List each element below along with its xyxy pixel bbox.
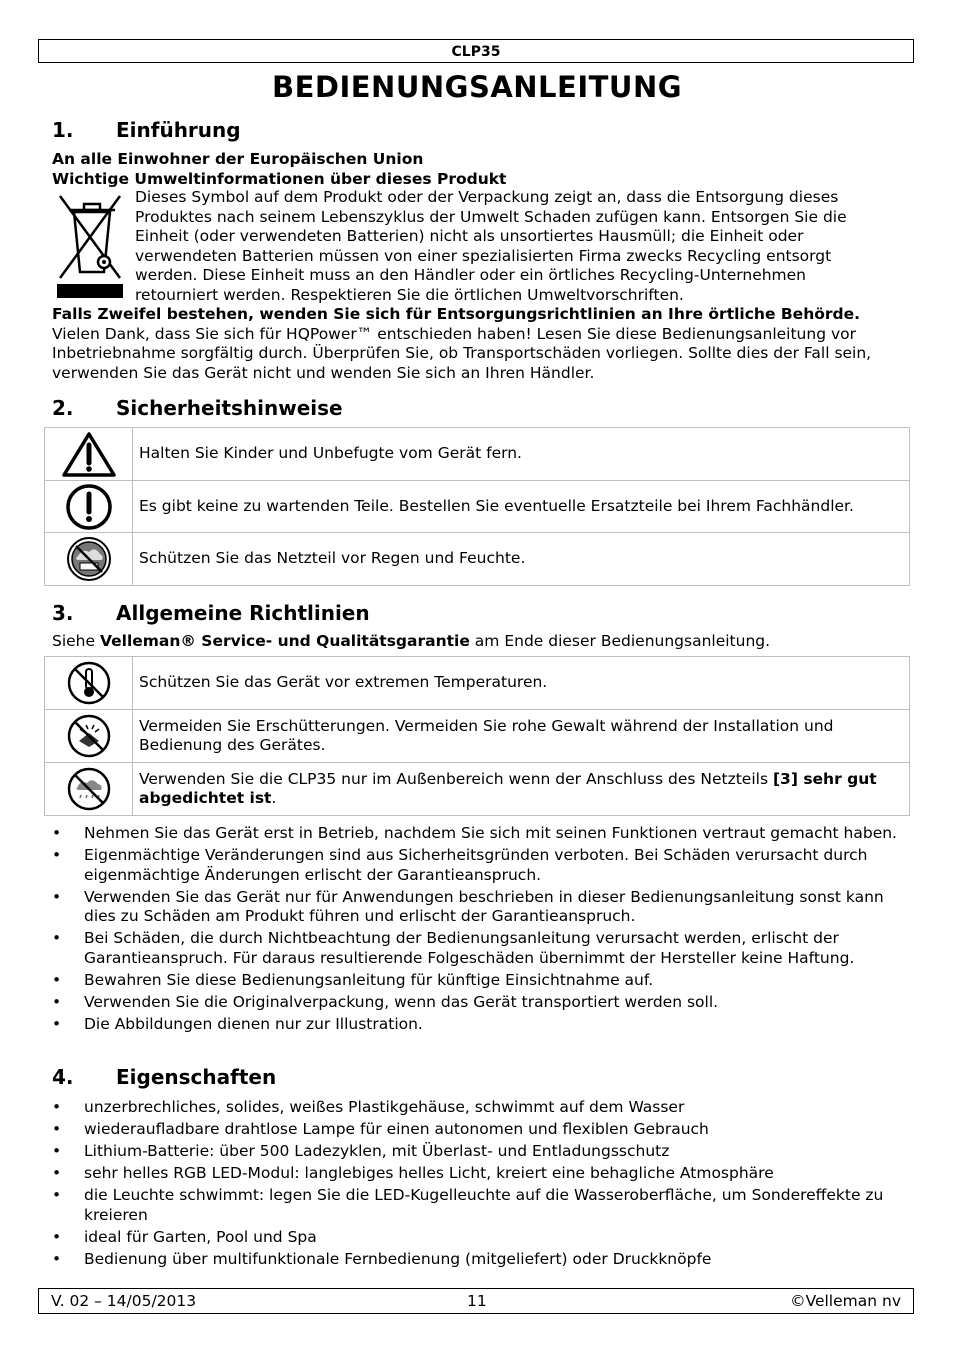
- section-title: Sicherheitshinweise: [116, 396, 343, 420]
- safety-text: Halten Sie Kinder und Unbefugte vom Gerät fern.: [133, 428, 910, 481]
- safety-text: Es gibt keine zu wartenden Teile. Bestellen Sie eventuelle Ersatzteile bei Ihrem Fachhändler.: [133, 481, 910, 533]
- weee-line: werden. Diese Einheit muss an den Händler oder ein örtliches Recycling-Unternehmen: [135, 266, 807, 284]
- footer-page-number: 11: [467, 1292, 487, 1310]
- table-row: [45, 763, 910, 816]
- icon-cell: [45, 533, 133, 586]
- no-extreme-temperature-icon: [66, 660, 112, 706]
- table-row: [45, 657, 910, 710]
- section-title: Einführung: [116, 118, 241, 142]
- section-number: 2.: [52, 396, 74, 420]
- weee-text: [135, 188, 905, 305]
- eu-line: An alle Einwohner der Europäischen Union: [52, 150, 424, 168]
- table-row: [45, 533, 910, 586]
- weee-line: retourniert werden. Respektieren Sie die örtlichen Umweltvorschriften.: [135, 285, 684, 304]
- guideline-text-part: Verwenden Sie die CLP35 nur im Außenbereich wenn der Anschluss des Netzteils: [139, 769, 773, 788]
- page-header: [38, 39, 914, 63]
- section-number: 3.: [52, 601, 74, 625]
- list-item: • Nehmen Sie das Gerät erst in Betrieb, nachdem Sie sich mit seinen Funktionen vertraut gemacht haben.: [52, 824, 902, 844]
- exclamation-circle-icon: [65, 483, 113, 531]
- guarantee-link-text: Velleman® Service- und Qualitätsgarantie: [99, 632, 470, 650]
- guideline-text: Vermeiden Sie Erschütterungen. Vermeiden Sie rohe Gewalt während der Installation und Bedienung des Gerätes.: [133, 710, 910, 763]
- safety-table: [44, 427, 910, 586]
- guideline-text-bold: [3] sehr gut abgedichtet ist: [139, 769, 877, 807]
- intro-text: am Ende dieser Bedienungsanleitung.: [469, 632, 771, 650]
- safety-text: Schützen Sie das Netzteil vor Regen und Feuchte.: [133, 533, 910, 586]
- table-row: [45, 710, 910, 763]
- list-item: • Bei Schäden, die durch Nichtbeachtung der Bedienungsanleitung verursacht werden, erlischt der Garantieanspruch. Für daraus resultierende Folgeschäden übernimmt der Hersteller keine Haftung.: [52, 929, 902, 968]
- list-item: • Bedienung über multifunktionale Fernbedienung (mitgeliefert) oder Druckknöpfe: [52, 1250, 902, 1270]
- list-item: • die Leuchte schwimmt: legen Sie die LED-Kugelleuchte auf die Wasseroberfläche, um Sondereffekte zu kreieren: [52, 1186, 902, 1225]
- icon-cell: [45, 428, 133, 481]
- icon-cell: [45, 710, 133, 763]
- list-item: • unzerbrechliches, solides, weißes Plastikgehäuse, schwimmt auf dem Wasser: [52, 1098, 902, 1118]
- no-rain-icon: [66, 536, 112, 582]
- section-number: 1.: [52, 118, 74, 142]
- guideline-text-part: .: [271, 789, 277, 807]
- list-item: • Bewahren Sie diese Bedienungsanleitung für künftige Einsichtnahme auf.: [52, 971, 902, 991]
- header-model: CLP35: [451, 44, 501, 60]
- icon-cell: [45, 763, 133, 816]
- features-list: [52, 1098, 902, 1272]
- guideline-text: [133, 763, 910, 816]
- section-title: Eigenschaften: [116, 1065, 277, 1089]
- doubt-notice: Falls Zweifel bestehen, wenden Sie sich für Entsorgungsrichtlinien an Ihre örtliche Behörde.: [52, 305, 861, 323]
- table-row: [45, 428, 910, 481]
- weee-line: Produktes nach seinem Lebenszyklus der Umwelt Schaden zufügen kann. Entsorgen Sie die: [135, 207, 847, 226]
- no-shock-icon: [66, 713, 112, 759]
- weee-line: Dieses Symbol auf dem Produkt oder der Verpackung zeigt an, dass die Entsorgung dieses: [135, 188, 839, 206]
- section-number: 4.: [52, 1065, 74, 1089]
- footer-copyright: ©Velleman nv: [790, 1292, 901, 1310]
- list-item: • Lithium-Batterie: über 500 Ladezyklen, mit Überlast- und Entladungsschutz: [52, 1142, 902, 1162]
- icon-cell: [45, 657, 133, 710]
- footer-version: V. 02 – 14/05/2013: [51, 1292, 197, 1310]
- table-row: [45, 481, 910, 533]
- section-1-heading: [52, 118, 241, 142]
- list-item: • Verwenden Sie die Originalverpackung, wenn das Gerät transportiert werden soll.: [52, 993, 902, 1013]
- intro-text: Siehe: [52, 632, 100, 650]
- warning-triangle-icon: [61, 430, 117, 478]
- section-title: Allgemeine Richtlinien: [116, 601, 370, 625]
- section-3-heading: [52, 601, 370, 625]
- outdoor-rain-icon: [66, 766, 112, 812]
- thanks-paragraph: Vielen Dank, dass Sie sich für HQPower™ entschieden haben! Lesen Sie diese Bedienungsanleitung vor Inbetriebnahme sorgfältig durch. Überprüfen Sie, ob Transportschäden vorliegen. Sollte dies der Fall sein, verwenden Sie das Gerät nicht und wenden Sie sich an Ihren Händler.: [52, 324, 872, 382]
- guidelines-list: [52, 824, 902, 1037]
- guidelines-table: [44, 656, 910, 816]
- env-info-line: Wichtige Umweltinformationen über dieses Produkt: [52, 169, 507, 188]
- guideline-text: Schützen Sie das Gerät vor extremen Temperaturen.: [133, 657, 910, 710]
- list-item: • Eigenmächtige Veränderungen sind aus Sicherheitsgründen verboten. Bei Schäden verursacht durch eigenmächtige Änderungen erlischt der Garantieanspruch.: [52, 846, 902, 885]
- section-2-heading: [52, 396, 343, 420]
- icon-cell: [45, 481, 133, 533]
- list-item: • ideal für Garten, Pool und Spa: [52, 1228, 902, 1248]
- list-item: • sehr helles RGB LED-Modul: langlebiges helles Licht, kreiert eine behagliche Atmosphäre: [52, 1164, 902, 1184]
- section-4-heading: [52, 1065, 276, 1089]
- weee-line: Einheit (oder verwendeten Batterien) nicht als unsortiertes Hausmüll; die Einheit oder: [135, 227, 804, 245]
- list-item: • wiederaufladbare drahtlose Lampe für einen autonomen und flexiblen Gebrauch: [52, 1120, 902, 1140]
- weee-bin-icon: [54, 190, 126, 302]
- list-item: • Verwenden Sie das Gerät nur für Anwendungen beschrieben in dieser Bedienungsanleitung sonst kann dies zu Schäden am Produkt führen und erlischt der Garantieanspruch.: [52, 888, 902, 927]
- guarantee-intro: [52, 632, 914, 652]
- page-footer: [38, 1288, 914, 1314]
- page-title: BEDIENUNGSANLEITUNG: [271, 70, 683, 104]
- weee-line: verwendeten Batterien müssen von einer spezialisierten Firma zwecks Recycling entsorgt: [135, 246, 832, 265]
- list-item: • Die Abbildungen dienen nur zur Illustration.: [52, 1015, 902, 1035]
